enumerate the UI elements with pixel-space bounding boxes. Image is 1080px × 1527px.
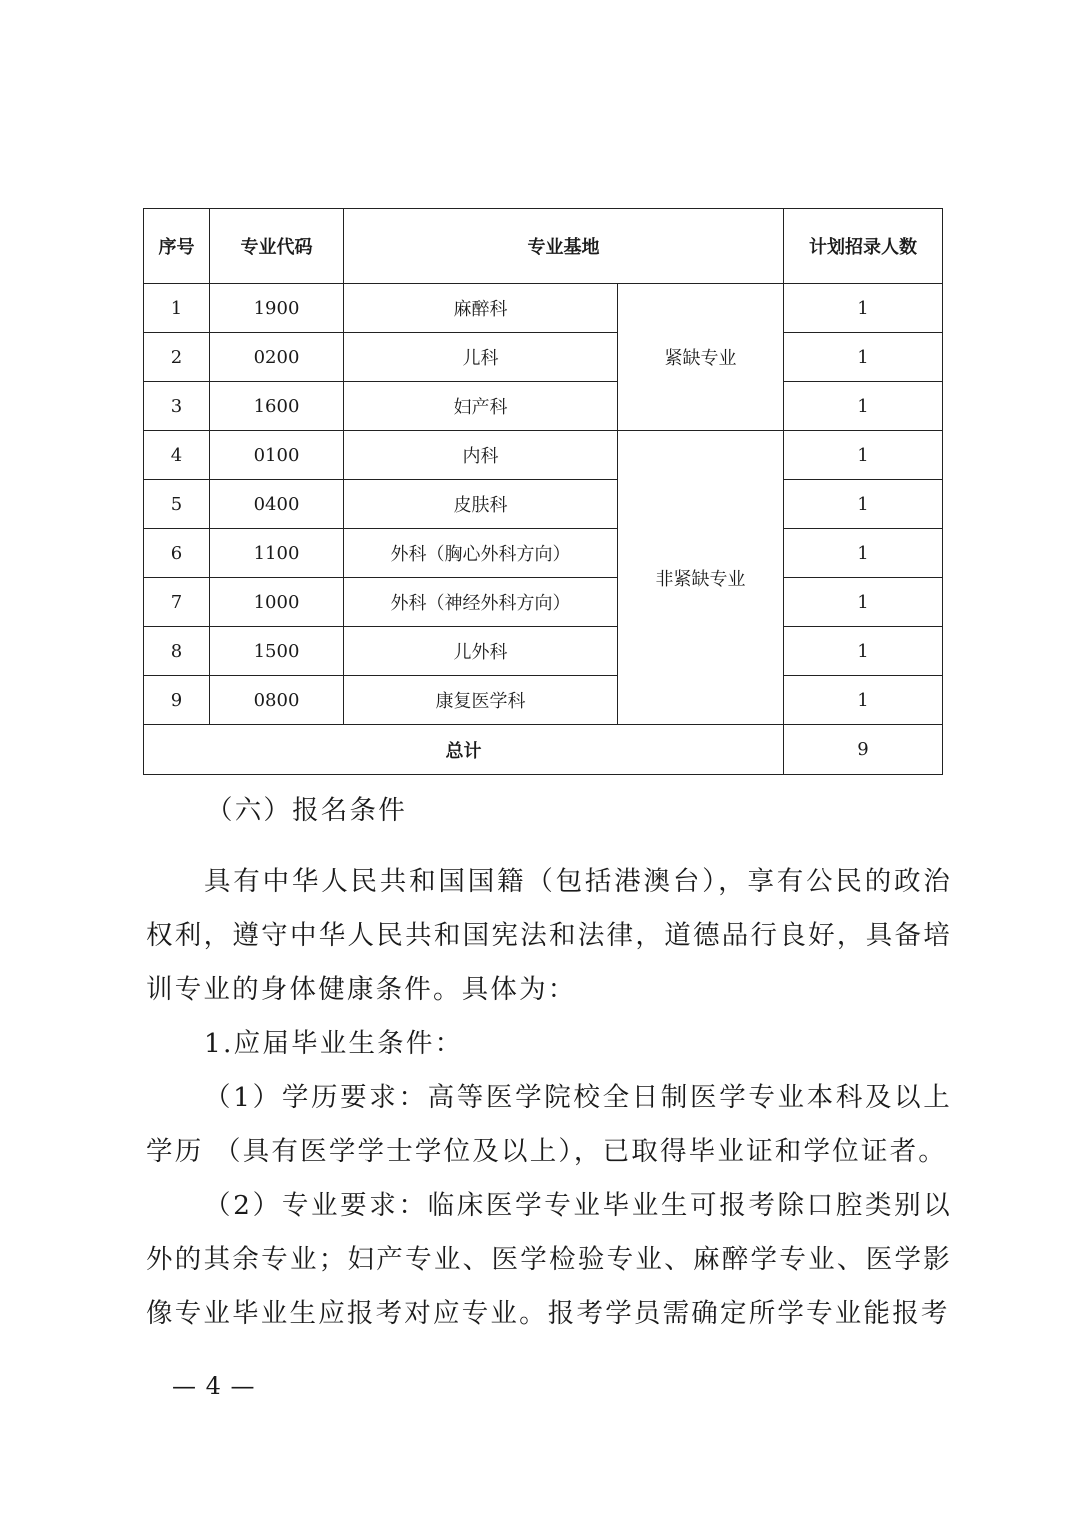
cell-base: 妇产科 <box>344 382 618 431</box>
cell-base: 康复医学科 <box>344 676 618 725</box>
cell-no: 2 <box>144 333 210 382</box>
table-row <box>144 480 943 529</box>
table-row <box>144 333 943 382</box>
cell-no: 3 <box>144 382 210 431</box>
cell-category-non-shortage: 非紧缺专业 <box>618 431 784 725</box>
cell-quota: 1 <box>784 676 943 725</box>
section-heading: （六）报名条件 <box>206 795 407 826</box>
cell-code: 0800 <box>210 676 344 725</box>
total-value: 9 <box>784 725 943 775</box>
cell-quota: 1 <box>784 431 943 480</box>
cell-quota: 1 <box>784 529 943 578</box>
header-code: 专业代码 <box>210 209 344 284</box>
table-row <box>144 578 943 627</box>
table-row <box>144 627 943 676</box>
cell-base: 外科（胸心外科方向） <box>344 529 618 578</box>
page-number: — 4 — <box>172 1372 256 1400</box>
cell-quota: 1 <box>784 627 943 676</box>
cell-no: 5 <box>144 480 210 529</box>
cell-quota: 1 <box>784 578 943 627</box>
cell-no: 4 <box>144 431 210 480</box>
paragraph-major-requirement: （2）专业要求：临床医学专业毕业生可报考除口腔类别以外的其余专业；妇产专业、医学检验专业、麻醉学专业、医学影像专业毕业生应报考对应专业。报考学员需确定所学专业能报考 <box>146 1190 952 1329</box>
cell-category-shortage: 紧缺专业 <box>618 284 784 431</box>
header-no: 序号 <box>144 209 210 284</box>
cell-base: 儿外科 <box>344 627 618 676</box>
cell-quota: 1 <box>784 480 943 529</box>
table-row <box>144 431 943 480</box>
paragraph-education-requirement: （1）学历要求：高等医学院校全日制医学专业本科及以上学历 （具有医学学士学位及以上），已取得毕业证和学位证者。 <box>146 1082 952 1167</box>
cell-base: 儿科 <box>344 333 618 382</box>
cell-base: 麻醉科 <box>344 284 618 333</box>
cell-no: 7 <box>144 578 210 627</box>
table-row <box>144 382 943 431</box>
cell-base: 外科（神经外科方向） <box>344 578 618 627</box>
cell-code: 0200 <box>210 333 344 382</box>
table-header-row <box>144 209 943 284</box>
cell-code: 1000 <box>210 578 344 627</box>
cell-code: 1500 <box>210 627 344 676</box>
paragraph-eligibility: 具有中华人民共和国国籍（包括港澳台），享有公民的政治权利，遵守中华人民共和国宪法和法律，道德品行良好，具备培训专业的身体健康条件。具体为： <box>146 866 952 1005</box>
cell-code: 0400 <box>210 480 344 529</box>
cell-base: 内科 <box>344 431 618 480</box>
cell-base: 皮肤科 <box>344 480 618 529</box>
cell-quota: 1 <box>784 333 943 382</box>
table-row <box>144 284 943 333</box>
cell-code: 1100 <box>210 529 344 578</box>
header-base: 专业基地 <box>344 209 784 284</box>
table-total-row <box>144 725 943 775</box>
cell-code: 0100 <box>210 431 344 480</box>
cell-code: 1900 <box>210 284 344 333</box>
cell-no: 9 <box>144 676 210 725</box>
cell-code: 1600 <box>210 382 344 431</box>
total-label: 总计 <box>144 725 784 775</box>
cell-quota: 1 <box>784 284 943 333</box>
cell-no: 6 <box>144 529 210 578</box>
cell-no: 1 <box>144 284 210 333</box>
table-row <box>144 676 943 725</box>
cell-no: 8 <box>144 627 210 676</box>
paragraph-graduate-conditions: 1.应届毕业生条件： <box>204 1028 464 1059</box>
header-quota: 计划招录人数 <box>784 209 943 284</box>
table-row <box>144 529 943 578</box>
cell-quota: 1 <box>784 382 943 431</box>
quota-table <box>143 208 943 775</box>
